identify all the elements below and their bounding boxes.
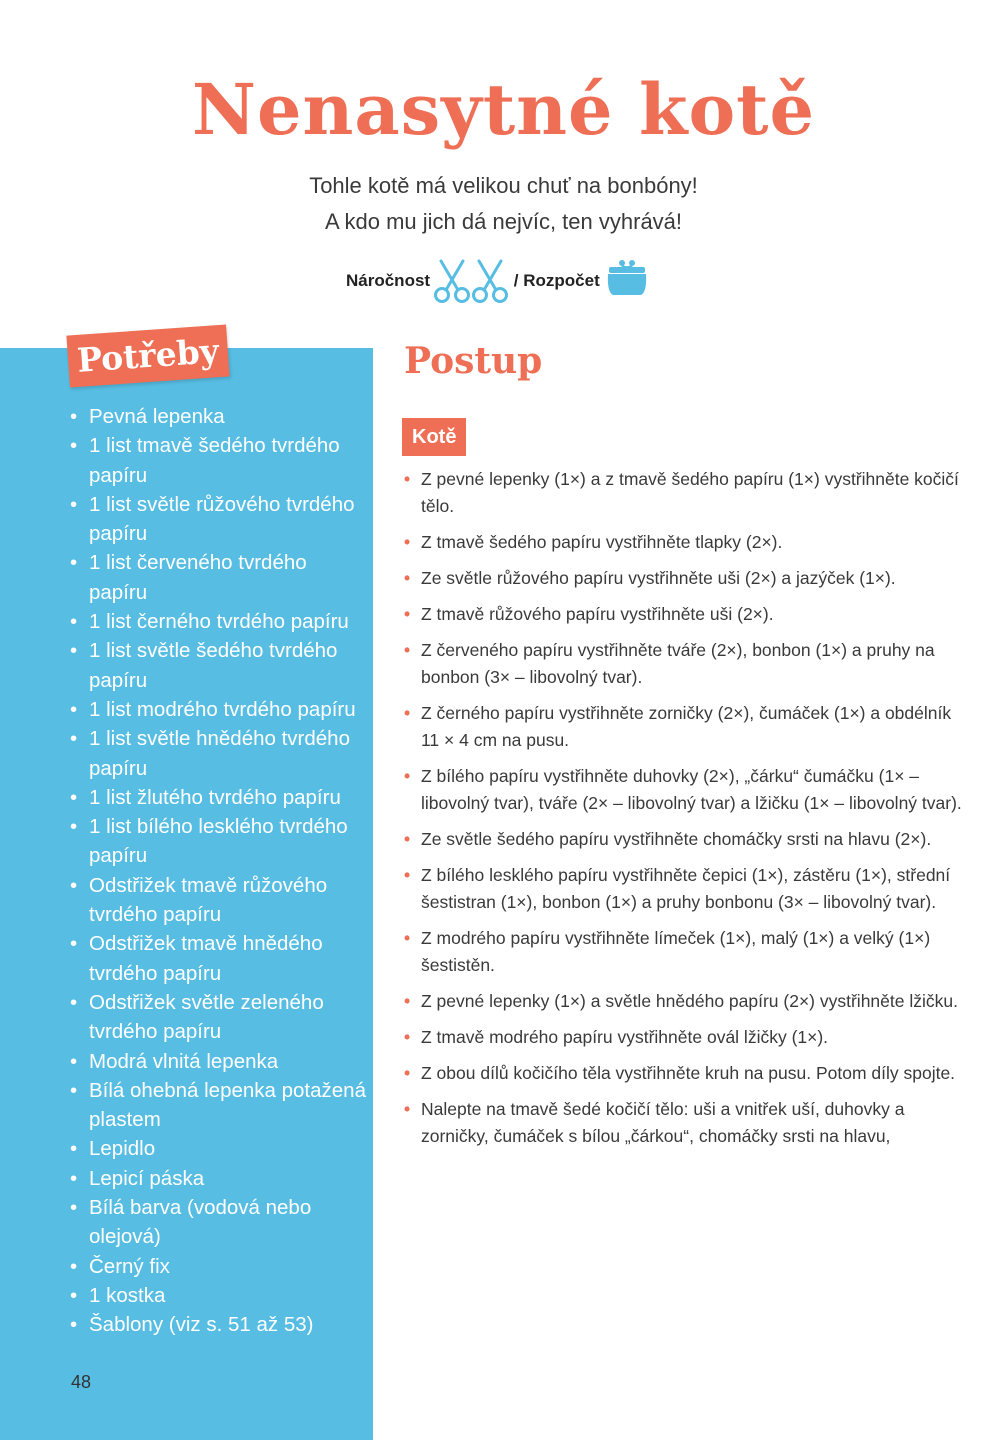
step-item: • Z červeného papíru vystřihněte tváře (2×), bonbon (1×) a pruhy na bonbon (3× – libovolný tvar). — [402, 637, 972, 691]
step-item: • Z tmavě modrého papíru vystřihněte ovál lžičky (1×). — [402, 1024, 972, 1051]
list-item: • 1 list tmavě šedého tvrdého papíru — [68, 431, 368, 490]
subtitle-line-2: A kdo mu jich dá nejvíc, ten vyhrává! — [324, 209, 683, 234]
list-item: • Modrá vlnitá lepenka — [68, 1047, 368, 1076]
list-item: • 1 list světle hnědého tvrdého papíru — [68, 724, 368, 783]
procedure-heading: Postup — [404, 340, 543, 382]
list-item: • 1 list modrého tvrdého papíru — [68, 695, 368, 724]
list-item: • Odstřižek světle zeleného tvrdého papíru — [68, 988, 368, 1047]
list-item: • Pevná lepenka — [68, 402, 368, 431]
scissors-icon — [471, 258, 509, 304]
section-label: Kotě — [402, 418, 466, 456]
list-item: • Lepicí páska — [68, 1164, 368, 1193]
step-item: • Ze světle růžového papíru vystřihněte uši (2×) a jazýček (1×). — [402, 565, 972, 592]
list-item: • 1 list žlutého tvrdého papíru — [68, 783, 368, 812]
list-item: • Bílá barva (vodová nebo olejová) — [68, 1193, 368, 1252]
list-item: • Bílá ohebná lepenka potažená plastem — [68, 1076, 368, 1135]
coin-purse-icon — [605, 257, 649, 297]
procedure-steps — [402, 466, 972, 1159]
step-item: • Z bílého papíru vystřihněte duhovky (2×), „čárku“ čumáčku (1× – libovolný tvar), tváře (2× – libovolný tvar) a lžičku (1× – libovolný tvar). — [402, 763, 972, 817]
step-item: • Z tmavě šedého papíru vystřihněte tlapky (2×). — [402, 529, 972, 556]
budget-label: Rozpočet — [523, 271, 600, 290]
step-item: • Ze světle šedého papíru vystřihněte chomáčky srsti na hlavu (2×). — [402, 826, 972, 853]
rating-row — [346, 256, 649, 306]
list-item: • 1 list světle růžového tvrdého papíru — [68, 490, 368, 549]
list-item: • 1 list bílého lesklého tvrdého papíru — [68, 812, 368, 871]
step-item: • Z bílého lesklého papíru vystřihněte čepici (1×), zástěru (1×), střední šestistran (1×), bonbon (1×) a pruhy bonbonu (3× – libovolný tvar). — [402, 862, 972, 916]
list-item: • 1 list červeného tvrdého papíru — [68, 548, 368, 607]
list-item: • Šablony (viz s. 51 až 53) — [68, 1310, 368, 1339]
step-item: • Z obou dílů kočičího těla vystřihněte kruh na pusu. Potom díly spojte. — [402, 1060, 972, 1087]
step-item: • Z pevné lepenky (1×) a světle hnědého papíru (2×) vystřihněte lžičku. — [402, 988, 972, 1015]
step-item: • Z tmavě růžového papíru vystřihněte uši (2×). — [402, 601, 972, 628]
page-number: 48 — [71, 1372, 92, 1392]
supplies-heading: Potřeby — [66, 324, 229, 387]
step-item: • Z modrého papíru vystřihněte límeček (1×), malý (1×) a velký (1×) šestistěn. — [402, 925, 972, 979]
page-title: Nenasytné kotě — [191, 68, 816, 151]
step-item: • Nalepte na tmavě šedé kočičí tělo: uši a vnitřek uší, duhovky a zorničky, čumáček s bílou „čárkou“, chomáčky srsti na hlavu, — [402, 1096, 972, 1150]
supplies-list — [68, 402, 368, 1340]
list-item: • Černý fix — [68, 1252, 368, 1281]
step-item: • Z černého papíru vystřihněte zorničky (2×), čumáček (1×) a obdélník 11 × 4 cm na pusu. — [402, 700, 972, 754]
list-item: • Odstřižek tmavě růžového tvrdého papíru — [68, 871, 368, 930]
rating-separator: / — [509, 271, 524, 290]
list-item: • Lepidlo — [68, 1134, 368, 1163]
difficulty-label: Náročnost — [346, 271, 431, 290]
step-item: • Z pevné lepenky (1×) a z tmavě šedého papíru (1×) vystřihněte kočičí tělo. — [402, 466, 972, 520]
subtitle-line-1: Tohle kotě má velikou chuť na bonbóny! — [309, 173, 698, 198]
list-item: • Odstřižek tmavě hnědého tvrdého papíru — [68, 929, 368, 988]
scissors-icon — [433, 258, 471, 304]
list-item: • 1 list světle šedého tvrdého papíru — [68, 636, 368, 695]
list-item: • 1 list černého tvrdého papíru — [68, 607, 368, 636]
list-item: • 1 kostka — [68, 1281, 368, 1310]
